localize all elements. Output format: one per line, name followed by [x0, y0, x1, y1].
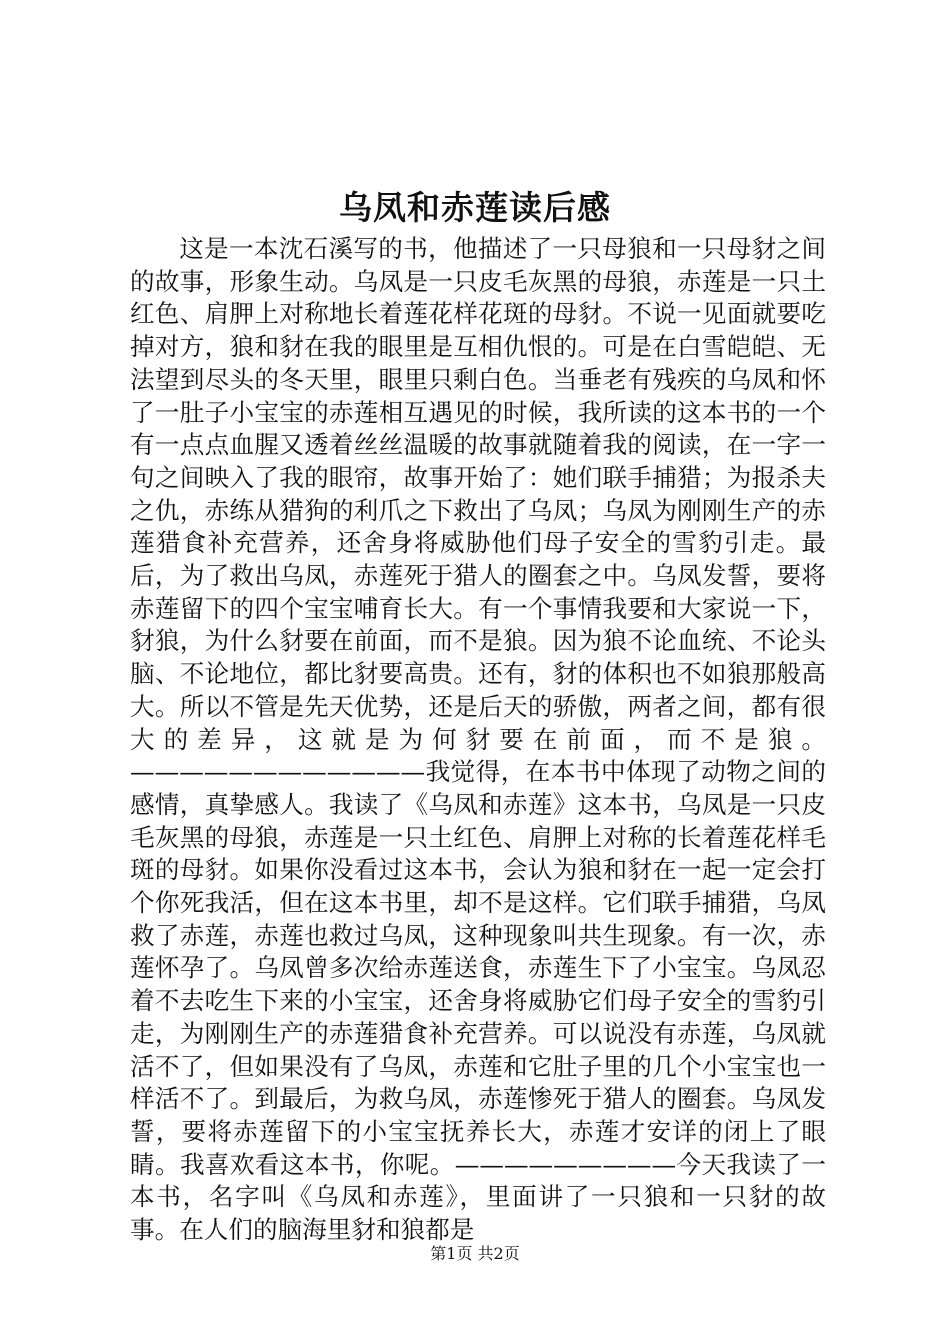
document-title: 乌凤和赤莲读后感: [339, 188, 611, 227]
body-paragraph: 这是一本沈石溪写的书，他描述了一只母狼和一只母豺之间的故事，形象生动。乌凤是一只皮毛灰黑的母狼，赤莲是一只土红色、肩胛上对称地长着莲花样花斑的母豺。不说一见面就要吃掉对方，狼和豺在我的眼里是互相仇恨的。可是在白雪皑皑、无法望到尽头的冬天里，眼里只剩白色。当垂老有残疾的乌凤和怀了一肚子小宝宝的赤莲相互遇见的时候，我所读的这本书的一个有一点点血腥又透着丝丝温暖的故事就随着我的阅读，在一字一句之间映入了我的眼帘，故事开始了：她们联手捕猎；为报杀夫之仇，赤练从猎狗的利爪之下救出了乌凤；乌凤为刚刚生产的赤莲猎食补充营养，还舍身将威胁他们母子安全的雪豹引走。最后，为了救出乌凤，赤莲死于猎人的圈套之中。乌凤发誓，要将赤莲留下的四个宝宝哺育长大。有一个事情我要和大家说一下，豺狼，为什么豺要在前面，而不是狼。因为狼不论血统、不论头脑、不论地位，都比豺要高贵。还有，豺的体积也不如狼那般高大。所以不管是先天优势，还是后天的骄傲，两者之间，都有很大的差异，这就是为何豺要在前面，而不是狼。————————————我觉得，在本书中体现了动物之间的感情，真挚感人。我读了《乌凤和赤莲》这本书，乌凤是一只皮毛灰黑的母狼，赤莲是一只土红色、肩胛上对称的长着莲花样毛斑的母豺。如果你没看过这本书，会认为狼和豺在一起一定会打个你死我活，但在这本书里，却不是这样。它们联手捕猎，乌凤救了赤莲，赤莲也救过乌凤，这种现象叫共生现象。有一次，赤莲怀孕了。乌凤曾多次给赤莲送食，赤莲生下了小宝宝。乌凤忍着不去吃生下来的小宝宝，还舍身将威胁它们母子安全的雪豹引走，为刚刚生产的赤莲猎食补充营养。可以说没有赤莲，乌凤就活不了，但如果没有了乌凤，赤莲和它肚子里的几个小宝宝也一样活不了。到最后，为救乌凤，赤莲惨死于猎人的圈套。乌凤发誓，要将赤莲留下的小宝宝抚养长大，赤莲才安详的闭上了眼睛。我喜欢看这本书，你呢。—————————今天我读了一本书，名字叫《乌凤和赤莲》，里面讲了一只狼和一只豺的故事。在人们的脑海里豺和狼都是: [130, 234, 826, 1245]
page-footer: 第1页 共2页: [430, 1244, 520, 1263]
document-body: [130, 233, 826, 1247]
